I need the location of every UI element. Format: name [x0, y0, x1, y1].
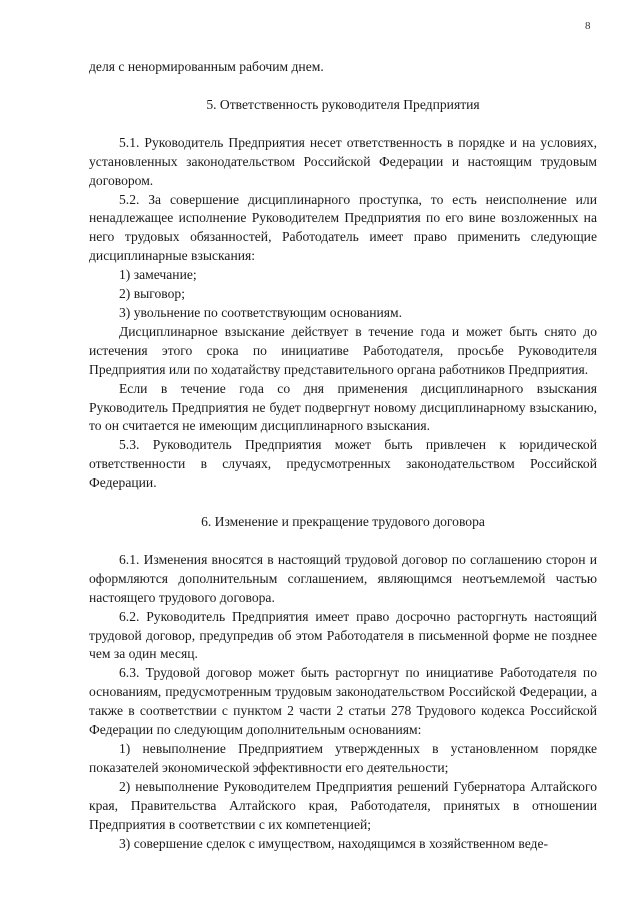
list-item-reprimand-2: 2) выговор;: [119, 286, 186, 302]
paragraph-5-2: 5.2. За совершение дисциплинарного проступка, то есть неисполнение или ненадлежащее исполнение Руководителем Предприятия по его вине возложенных на него трудовых обязанностей, Работодатель имеет право применить следующие дисциплинарные взыскания:: [89, 191, 597, 264]
paragraph-5-1: 5.1. Руководитель Предприятия несет ответственность в порядке и на условиях, установленных законодательством Российской Федерации и настоящим трудовым договором.: [89, 134, 597, 188]
list-item-ground-2: 2) невыполнение Руководителем Предприятия решений Губернатора Алтайского края, Правительства Алтайского края, Работодателя, принятых в отношении Предприятия в соответствии с их компетенцией;: [89, 778, 597, 832]
paragraph-penalty-expiry: Если в течение года со дня применения дисциплинарного взыскания Руководитель Предприятия не будет подвергнут новому дисциплинарному взысканию, то он считается не имеющим дисциплинарного взыскания.: [89, 380, 597, 434]
paragraph-5-3: 5.3. Руководитель Предприятия может быть привлечен к юридической ответственности в случаях, предусмотренных законодательством Российской Федерации.: [89, 437, 597, 491]
paragraph-6-2: 6.2. Руководитель Предприятия имеет право досрочно расторгнуть настоящий трудовой договор, предупредив об этом Работодателя в письменной форме не позднее чем за один месяц.: [89, 608, 597, 662]
intro-line: деля с ненормированным рабочим днем.: [89, 59, 324, 74]
list-item-reprimand-1: 1) замечание;: [119, 267, 197, 283]
document-body: [89, 58, 597, 853]
section-6-title: 6. Изменение и прекращение трудового договора: [201, 514, 485, 530]
list-item-ground-1: 1) невыполнение Предприятием утвержденных в установленном порядке показателей экономической эффективности его деятельности;: [89, 741, 597, 775]
paragraph-6-3: 6.3. Трудовой договор может быть расторгнут по инициативе Работодателя по основаниям, предусмотренным трудовым законодательством Российской Федерации, а также в соответствии с пунктом 2 части 2 статьи 278 Трудового кодекса Российской Федерации по следующим дополнительным основаниям:: [89, 665, 597, 738]
list-item-ground-3: 3) совершение сделок с имуществом, находящимся в хозяйственном веде-: [119, 835, 549, 851]
paragraph-6-1: 6.1. Изменения вносятся в настоящий трудовой договор по соглашению сторон и оформляются дополнительным соглашением, являющимся неотъемлемой частью настоящего трудового договора.: [89, 551, 597, 605]
page-number: 8: [585, 20, 591, 32]
section-5-title: 5. Ответственность руководителя Предприятия: [206, 96, 480, 112]
paragraph-penalty-duration: Дисциплинарное взыскание действует в течение года и может быть снято до истечения этого срока по инициативе Работодателя, просьбе Руководителя Предприятия или по ходатайству представительного органа работников Предприятия.: [89, 323, 597, 377]
list-item-dismissal: 3) увольнение по соответствующим основаниям.: [119, 304, 403, 320]
